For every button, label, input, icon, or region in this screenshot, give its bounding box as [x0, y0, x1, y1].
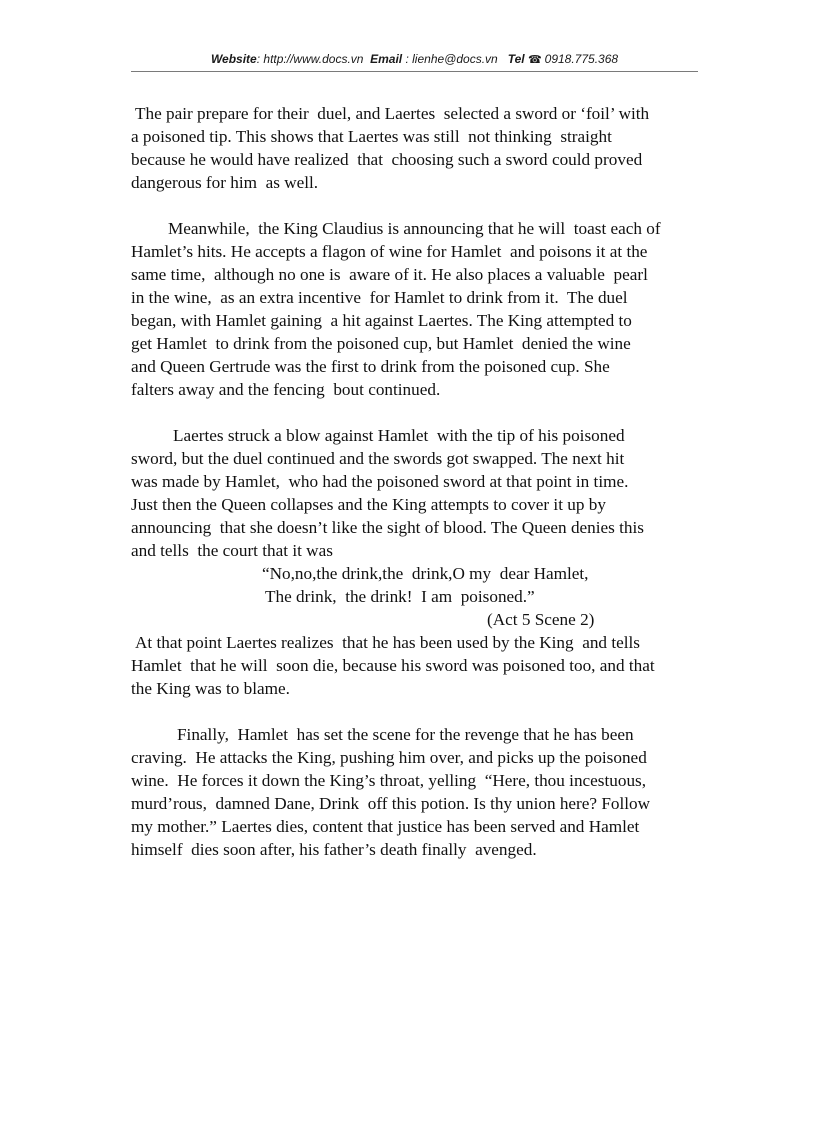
paragraph-revenge	[131, 723, 703, 861]
text-line: and tells the court that it was	[131, 541, 333, 560]
paragraph-king-toast	[131, 217, 703, 401]
text-line: my mother.” Laertes dies, content that justice has been served and Hamlet	[131, 817, 640, 836]
paragraph-laertes-blow	[131, 424, 703, 562]
email-address: : lienhe@docs.vn	[402, 52, 498, 66]
text-line: Hamlet’s hits. He accepts a flagon of wine for Hamlet and poisons it at the	[131, 242, 648, 261]
website-url: : http://www.docs.vn	[256, 52, 364, 66]
quote-line: The drink, the drink! I am poisoned.”	[265, 587, 535, 606]
phone-icon: ☎	[527, 54, 542, 66]
tel-label: Tel	[507, 52, 525, 66]
text-line: get Hamlet to drink from the poisoned cup, but Hamlet denied the wine	[131, 334, 631, 353]
text-line: falters away and the fencing bout continued.	[131, 380, 441, 399]
text-line: a poisoned tip. This shows that Laertes was still not thinking straight	[131, 127, 612, 146]
text-line: was made by Hamlet, who had the poisoned sword at that point in time.	[131, 472, 629, 491]
text-line: himself dies soon after, his father’s death finally avenged.	[131, 840, 537, 859]
text-line: the King was to blame.	[131, 679, 290, 698]
text-line: wine. He forces it down the King’s throat, yelling “Here, thou incestuous,	[131, 771, 647, 790]
paragraph-gap	[131, 194, 703, 217]
quote-citation: (Act 5 Scene 2)	[487, 610, 595, 629]
queen-quote	[131, 562, 703, 631]
text-line: At that point Laertes realizes that he has been used by the King and tells	[135, 633, 640, 652]
text-line: Finally, Hamlet has set the scene for the revenge that he has been	[177, 725, 634, 744]
paragraph-laertes-realizes	[131, 631, 703, 700]
text-line: sword, but the duel continued and the swords got swapped. The next hit	[131, 449, 625, 468]
text-line: Meanwhile, the King Claudius is announcing that he will toast each of	[168, 219, 661, 238]
paragraph-gap	[131, 401, 703, 424]
text-line: same time, although no one is aware of it. He also places a valuable pearl	[131, 265, 648, 284]
text-line: The pair prepare for their duel, and Laertes selected a sword or ‘foil’ with	[135, 104, 650, 123]
text-line: in the wine, as an extra incentive for Hamlet to drink from it. The duel	[131, 288, 628, 307]
text-line: Just then the Queen collapses and the King attempts to cover it up by	[131, 495, 606, 514]
text-line: craving. He attacks the King, pushing him over, and picks up the poisoned	[131, 748, 647, 767]
text-line: began, with Hamlet gaining a hit against Laertes. The King attempted to	[131, 311, 632, 330]
text-line: and Queen Gertrude was the first to drink from the poisoned cup. She	[131, 357, 610, 376]
text-line: Laertes struck a blow against Hamlet with the tip of his poisoned	[173, 426, 625, 445]
email-label: Email	[370, 52, 403, 66]
page-header	[131, 50, 698, 72]
document-body	[131, 102, 703, 861]
text-line: murd’rous, damned Dane, Drink off this potion. Is thy union here? Follow	[131, 794, 651, 813]
text-line: announcing that she doesn’t like the sight of blood. The Queen denies this	[131, 518, 644, 537]
paragraph-gap	[131, 700, 703, 723]
text-line: dangerous for him as well.	[131, 173, 319, 192]
text-line: because he would have realized that choosing such a sword could proved	[131, 150, 643, 169]
tel-number: : 0918.775.368	[537, 52, 619, 66]
website-label: Website	[210, 52, 257, 66]
paragraph-duel-preparation	[131, 102, 703, 194]
text-line: Hamlet that he will soon die, because his sword was poisoned too, and that	[131, 656, 655, 675]
quote-line: “No,no,the drink,the drink,O my dear Hamlet,	[262, 564, 589, 583]
